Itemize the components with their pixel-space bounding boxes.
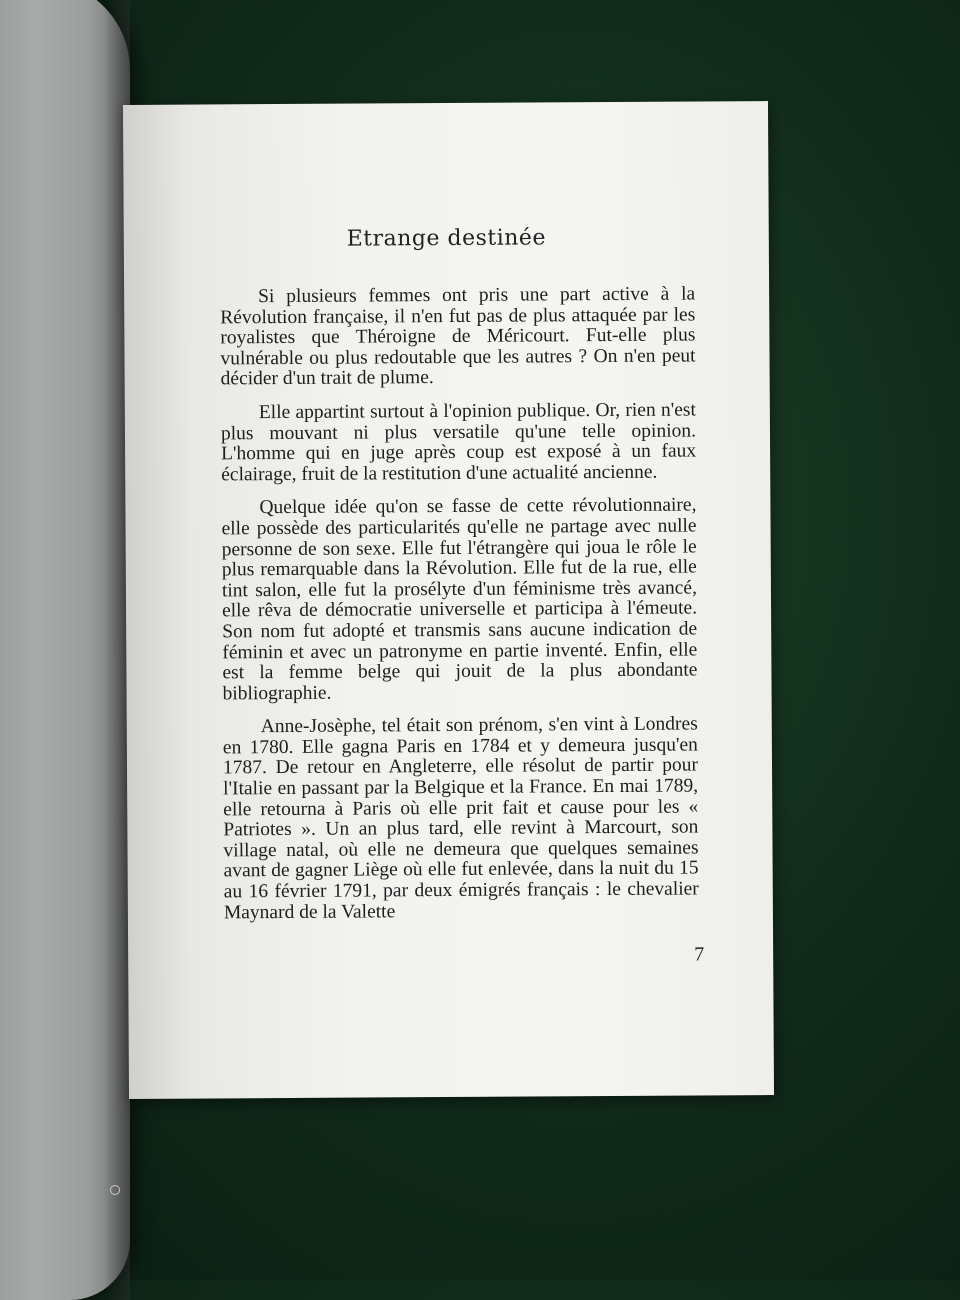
paragraph: Anne-Josèphe, tel était son prénom, s'en vint à Londres en 1780. Elle gagna Paris en 1784 et y demeura jusqu'en 1787. De retour en Angleterre, elle résolut de partir pour l'Italie en passant par la Belgique et la France. En mai 1789, elle retourna à Paris où elle prit fait et cause pour les « Patriotes ». Un an plus tard, elle revint à Marcourt, son village natal, où elle ne demeura que quelques semaines avant de gagner Liège où elle fut enlevée, dans la nuit du 15 au 16 février 1791, par deux émigrés français : le chevalier Maynard de la Valette	[222, 713, 699, 924]
page-mark	[110, 1185, 120, 1195]
page-number: 7	[694, 943, 705, 966]
body-text	[220, 284, 699, 936]
book-page	[123, 101, 774, 1099]
paragraph: Elle appartint surtout à l'opinion publique. Or, rien n'est plus mouvant ni plus versatile qu'une telle opinion. L'homme qui en juge après coup est exposé à un faux éclairage, fruit de la restitution d'une actualité ancienne.	[220, 399, 697, 486]
chapter-title: Etrange destinée	[346, 225, 547, 252]
paragraph: Si plusieurs femmes ont pris une part active à la Révolution française, il n'en fut pas de plus attaquée par les royalistes que Théroigne de Méricourt. Fut-elle plus vulnérable ou plus redoutable que les autres ? On n'en peut décider d'un trait de plume.	[220, 283, 696, 390]
facing-page-edge	[0, 0, 130, 1300]
paragraph: Quelque idée qu'on se fasse de cette révolutionnaire, elle possède des particularités qu'elle ne partage avec nulle personne de son sexe. Elle fut l'étrangère qui joua le rôle le plus remarquable dans la Révolution. Elle fut de la rue, elle tint salon, elle fut la prosélyte d'un féminisme très avancé, elle rêva de démocratie universelle et participa à l'émeute. Son nom fut adopté et transmis sans aucune indication de féminin et avec un patronyme en partie inventé. Enfin, elle est la femme belge qui jouit de la plus abondante bibliographie.	[221, 494, 698, 705]
